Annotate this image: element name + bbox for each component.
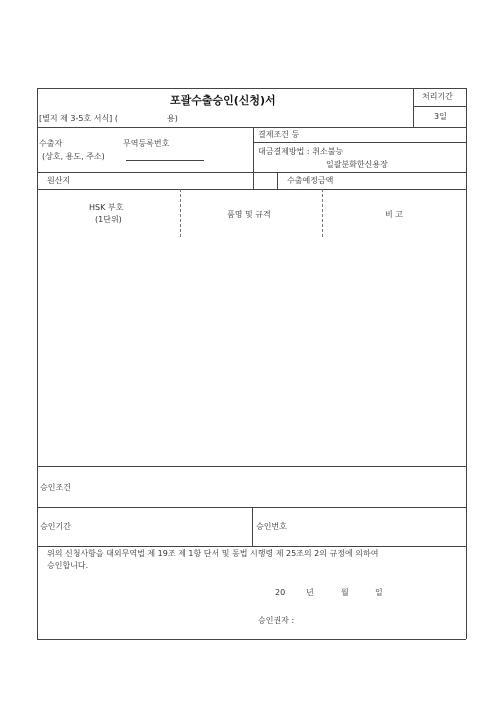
date-year-label: 년 <box>306 588 314 597</box>
hsk-code-header: HSK 부호 <box>89 203 124 212</box>
frame-bottom-border <box>37 639 466 640</box>
frame-right-border <box>466 88 467 639</box>
statement-line-1: 위의 신청사항을 대외무역법 제 19조 제 1항 단서 및 동법 시행령 제 25조의 2의 규정에 의하여 <box>47 549 379 558</box>
remarks-header: 비 고 <box>385 210 403 219</box>
payment-method-label: 대금결제방법 : 취소불능 <box>258 147 344 156</box>
payment-method-value: 일괄분화한신용장 <box>326 160 388 169</box>
exporter-divider <box>253 127 254 189</box>
date-day-label: 일 <box>375 588 383 597</box>
origin-label: 원산지 <box>47 176 71 185</box>
form-use: 용) <box>167 114 178 123</box>
trade-registration-field[interactable] <box>126 160 204 161</box>
settlement-inner-line <box>253 142 466 143</box>
trade-registration-label: 무역등록번호 <box>123 139 170 148</box>
conditions-top-line <box>37 466 466 467</box>
period-number-divider <box>252 507 253 546</box>
processing-period-label: 처리기간 <box>422 92 453 101</box>
origin-amount-divider <box>277 172 278 189</box>
exporter-sub-label: (상호, 용도, 주소) <box>42 152 105 161</box>
statement-line-2: 승인합니다. <box>47 561 89 570</box>
period-divider <box>413 106 466 107</box>
exporter-label: 수출자 <box>39 139 63 148</box>
header-divider <box>413 88 414 127</box>
frame-left-border <box>37 88 38 639</box>
date-year-prefix: 20 <box>275 588 286 597</box>
form-title: 포괄수출승인(신청)서 <box>170 94 276 107</box>
hsk-item-dashed-divider <box>180 189 181 237</box>
item-spec-header: 품명 및 규격 <box>227 210 271 219</box>
approval-conditions-label: 승인조건 <box>40 483 71 492</box>
settlement-label: 결제조건 등 <box>258 130 300 139</box>
exporter-bottom-line <box>37 172 466 173</box>
origin-bottom-line <box>37 189 466 190</box>
hsk-unit-header: (1단위) <box>95 215 122 224</box>
export-amount-label: 수출예정금액 <box>287 176 334 185</box>
form-number: [별지 제 3-5호 서식] ( <box>39 114 118 123</box>
approver-label: 승인권자 : <box>258 616 295 625</box>
statement-top-line <box>37 546 466 547</box>
header-bottom-line <box>37 127 466 128</box>
approval-number-label: 승인번호 <box>256 522 287 531</box>
approval-period-label: 승인기간 <box>40 522 71 531</box>
date-month-label: 월 <box>341 588 349 597</box>
processing-period-value: 3일 <box>434 112 447 121</box>
frame-top-border <box>37 88 466 89</box>
item-remarks-dashed-divider <box>322 189 323 237</box>
